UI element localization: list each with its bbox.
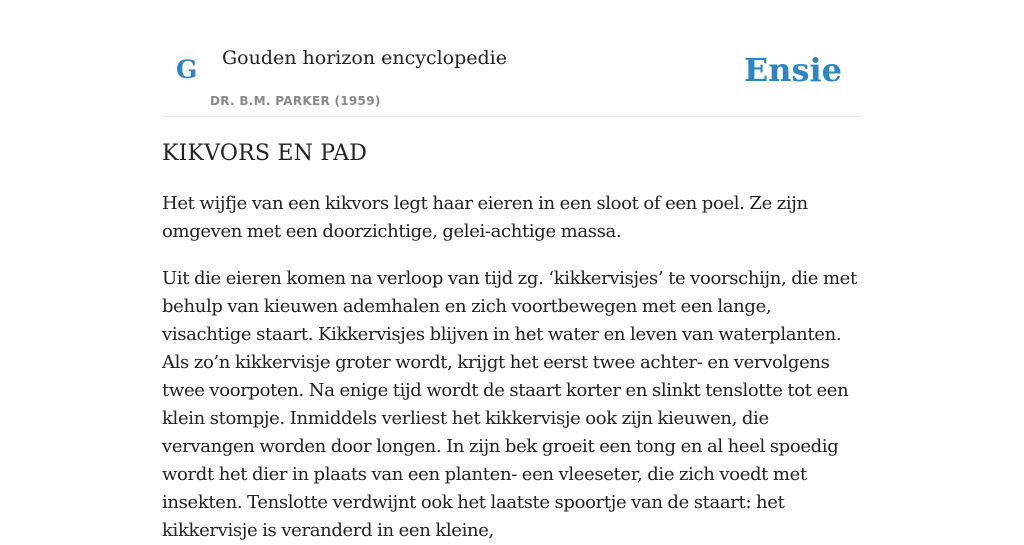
source-author: DR. B.M. PARKER (1959) — [210, 94, 381, 108]
source-header — [162, 0, 862, 117]
article — [162, 138, 864, 545]
brand-logo-link[interactable]: Ensie — [743, 51, 842, 89]
source-title-link[interactable]: Gouden horizon encyclopedie — [222, 47, 507, 69]
article-paragraph: Het wijfje van een kikvors legt haar eieren in een sloot of een poel. Ze zijn omgeven met een doorzichtige, gelei-achtige massa. — [162, 193, 808, 242]
article-title: KIKVORS EN PAD — [162, 141, 368, 166]
article-paragraph: Uit die eieren komen na verloop van tijd zg. ‘kikkervisjes’ te voorschijn, die met behulp van kieuwen ademhalen en zich voortbewegen met een lange, visachtige staart. Kikkervisjes blijven in het water en leven van waterplanten. Als zo’n kikkervisje groter wordt, krijgt het eerst twee achter- en vervolgens twee voorpoten. Na enige tijd wordt de staart korter en slinkt tenslotte tot een klein stompje. Inmiddels verliest het kikkervisje ook zijn kieuwen, die vervangen worden door longen. In zijn bek groeit een tong en al heel spoedig wordt het dier in plaats van een planten- een vleeseter, die zich voedt met insekten. Tenslotte verdwijnt ook het laatste spoortje van de staart: het kikkervisje is veranderd in een kleine, — [162, 268, 857, 541]
source-logo[interactable]: G — [176, 55, 198, 84]
